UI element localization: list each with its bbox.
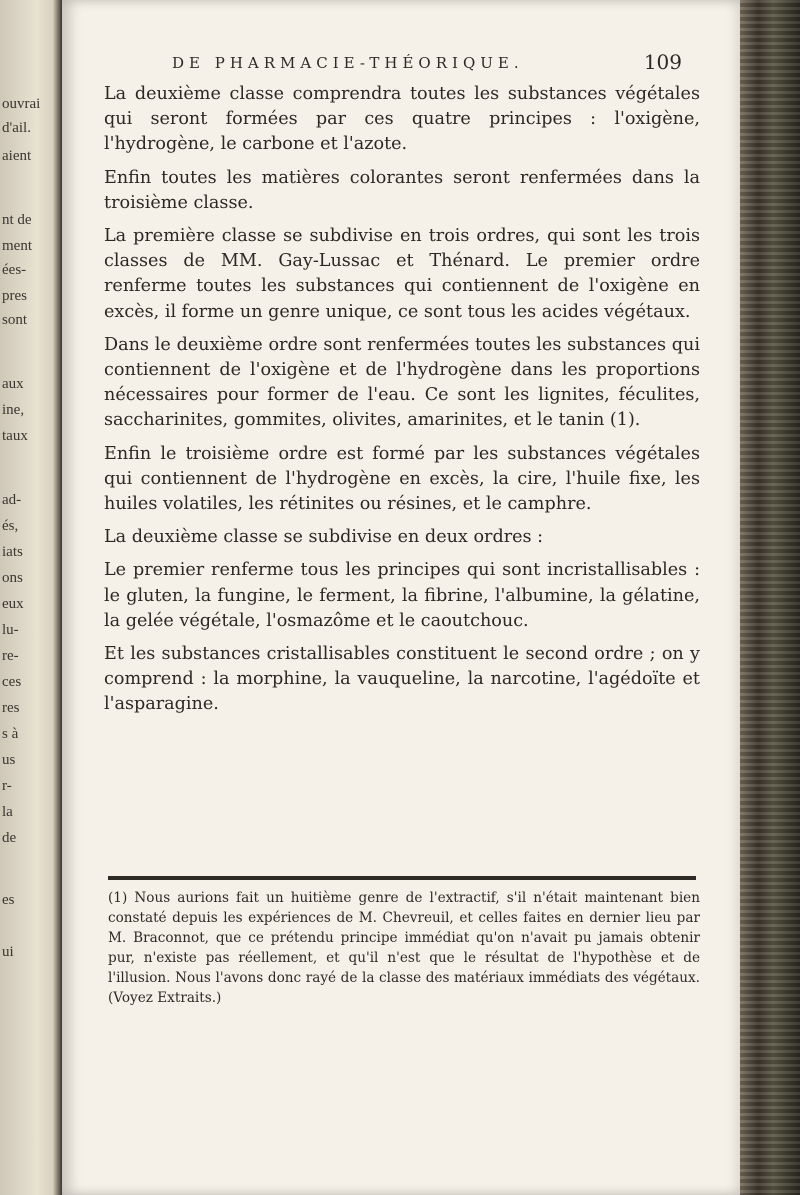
facing-page-fragment: ces (2, 674, 22, 690)
facing-page-edge (0, 0, 62, 1195)
facing-page-fragment: nt de (2, 212, 32, 228)
facing-page-fragment: la (2, 804, 13, 820)
facing-page-fragment: re- (2, 648, 19, 664)
facing-page-fragment: ment (2, 238, 32, 254)
book-spine-edge (740, 0, 800, 1195)
paragraph: Et les substances cristallisables constituent le second ordre ; on y comprend : la morphine, la vauqueline, la narcotine, l'agédoïte et l'asparagine. (104, 644, 700, 715)
facing-page-fragment: us (2, 752, 16, 768)
facing-page-fragment: és, (2, 518, 19, 534)
facing-page-fragment: ons (2, 570, 23, 586)
facing-page-fragment: ine, (2, 402, 25, 418)
page-header (102, 50, 682, 78)
facing-page-fragment: aient (2, 148, 32, 164)
paragraph: Dans le deuxième ordre sont renfermées toutes les substances qui contiennent de l'oxigène et de l'hydrogène dans les proportions nécessaires pour former de l'eau. Ce sont les lignites, féculites, saccharinites, gommites, olivites, amarinites, et le tanin (1). (104, 334, 700, 431)
body-text (104, 82, 700, 726)
facing-page-fragment: sont (2, 312, 28, 328)
footnote-rule (108, 876, 696, 880)
page-number: 109 (643, 50, 682, 74)
facing-page-fragment: de (2, 830, 17, 846)
footnote (108, 888, 700, 1008)
facing-page-fragment: ad- (2, 492, 22, 508)
facing-page-fragment: d'ail. (2, 120, 31, 136)
facing-page-fragment: es (2, 892, 15, 908)
facing-page-fragment: pres (2, 288, 27, 304)
facing-page-fragment: iats (2, 544, 23, 560)
facing-page-fragment: taux (2, 428, 28, 444)
facing-page-fragment: aux (2, 376, 24, 392)
facing-page-fragment: s à (2, 726, 19, 742)
paragraph: Enfin toutes les matières colorantes seront renfermées dans la troisième classe. (104, 167, 700, 213)
paragraph: La deuxième classe se subdivise en deux ordres : (104, 527, 544, 548)
facing-page-fragment: res (2, 700, 20, 716)
paragraph: La deuxième classe comprendra toutes les substances végétales qui seront formées par ces quatre principes : l'oxigène, l'hydrogène, le carbone et l'azote. (104, 84, 700, 155)
running-title: DE PHARMACIE-THÉORIQUE. (172, 54, 524, 72)
facing-page-fragment: ouvrai (2, 96, 41, 112)
facing-page-fragment: ées- (2, 262, 27, 278)
book-page (62, 0, 740, 1195)
facing-page-fragment: r- (2, 778, 12, 794)
facing-page-fragment: eux (2, 596, 24, 612)
facing-page-fragment: ui (2, 944, 14, 960)
facing-page-fragment: lu- (2, 622, 19, 638)
footnote-text: (1) Nous aurions fait un huitième genre de l'extractif, s'il n'était maintenant bien constaté depuis les expériences de M. Chevreuil, et celles faites en dernier lieu par M. Braconnot, que ce prétendu principe immédiat qu'on n'avait pu jamais obtenir pur, n'existe pas réellement, et qu'il n'est que le résultat de l'hypothèse et de l'illusion. Nous l'avons donc rayé de la classe des matériaux immédiats des végétaux. (Voyez Extraits.) (108, 890, 700, 1006)
paragraph: Enfin le troisième ordre est formé par les substances végétales qui contiennent de l'hydrogène en excès, la cire, l'huile fixe, les huiles volatiles, les rétinites ou résines, et le camphre. (104, 443, 700, 515)
paragraph: Le premier renferme tous les principes qui sont incristallisables : le gluten, la fungine, le ferment, la fibrine, l'albumine, la gélatine, la gelée végétale, l'osmazôme et le caoutchouc. (104, 560, 700, 631)
paragraph: La première classe se subdivise en trois ordres, qui sont les trois classes de MM. Gay-Lussac et Thénard. Le premier ordre renferme toutes les substances qui contiennent de l'oxigène en excès, il forme un genre unique, ce sont tous les acides végétaux. (104, 226, 700, 322)
